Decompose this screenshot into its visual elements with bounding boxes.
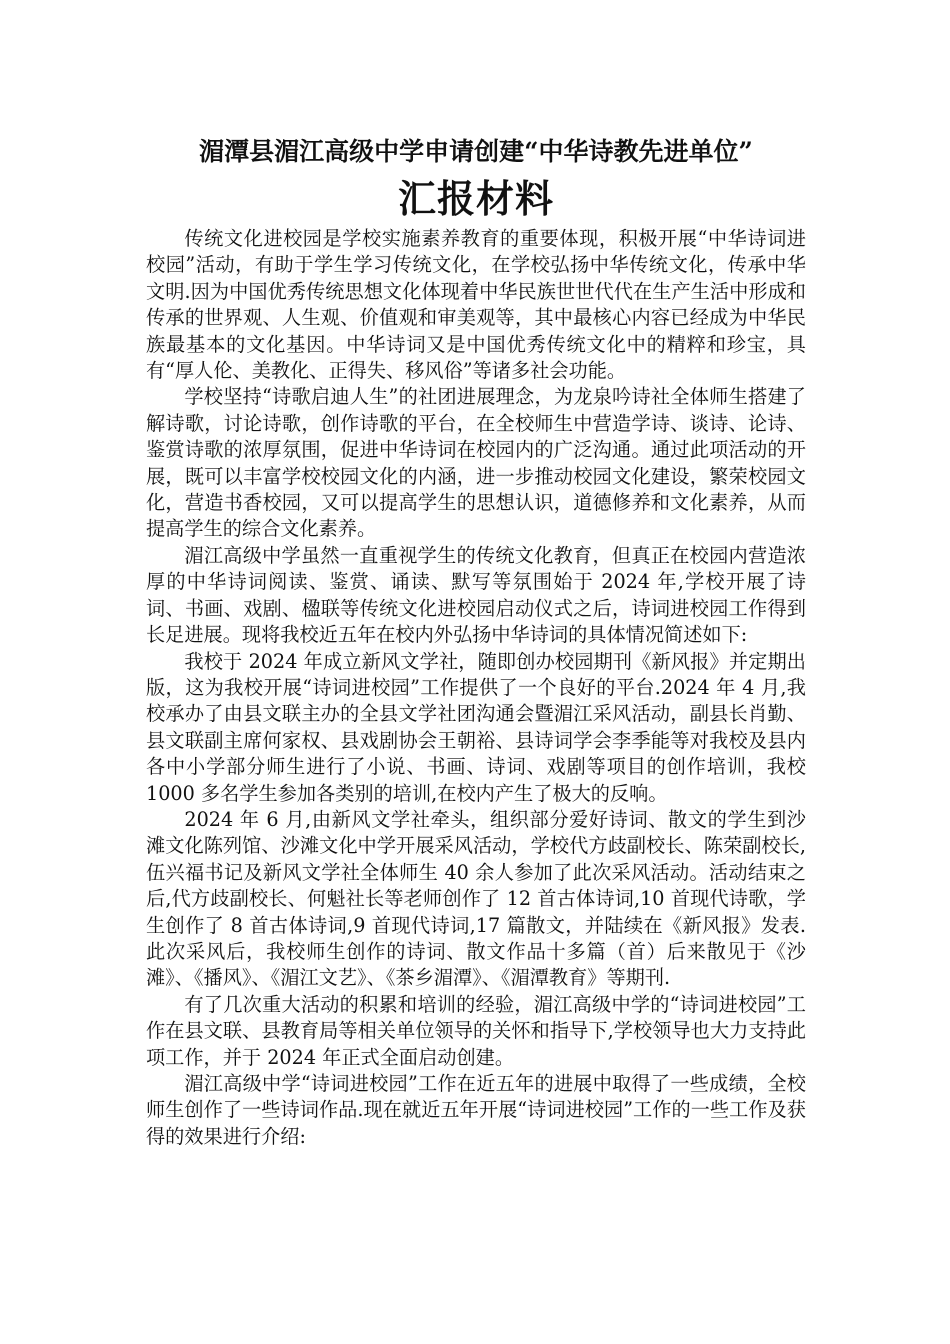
paragraph-1: 传统文化进校园是学校实施素养教育的重要体现，积极开展“中华诗词进校园”活动，有助于学生学习传统文化，在学校弘扬中华传统文化，传承中华文明.因为中国优秀传统思想文化体现着中华民族世世代代在生产生活中形成和传承的世界观、人生观、价值观和审美观等，其中最核心内容已经成为中华民族最基本的文化基因。中华诗词又是中国优秀传统文化中的精粹和珍宝，具有“厚人伦、美教化、正得失、移风俗”等诸多社会功能。 (146, 227, 806, 383)
paragraph-4: 我校于 2024 年成立新风文学社，随即创办校园期刊《新风报》并定期出版，这为我校开展“诗词进校园”工作提供了一个良好的平台.2024 年 4 月,我校承办了由县文联主办的全县文学社团沟通会暨湄江采风活动，副县长肖勤、县文联副主席何家权、县戏剧协会王朝裕、县诗词学会李季能等对我校及县内各中小学部分师生进行了小说、书画、诗词、戏剧等项目的创作培训，我校 1000 多名学生参加各类别的培训,在校内产生了极大的反响。 (146, 649, 806, 805)
paragraph-3: 湄江高级中学虽然一直重视学生的传统文化教育，但真正在校园内营造浓厚的中华诗词阅读、鉴赏、诵读、默写等氛围始于 2024 年,学校开展了诗词、书画、戏剧、楹联等传统文化进校园启动仪式之后，诗词进校园工作得到长足进展。现将我校近五年在校内外弘扬中华诗词的具体情况简述如下: (146, 543, 806, 647)
paragraph-7: 湄江高级中学“诗词进校园”工作在近五年的进展中取得了一些成绩，全校师生创作了一些诗词作品.现在就近五年开展“诗词进校园”工作的一些工作及获得的效果进行介绍: (146, 1072, 806, 1148)
paragraph-6: 有了几次重大活动的积累和培训的经验，湄江高级中学的“诗词进校园”工作在县文联、县教育局等相关单位领导的关怀和指导下,学校领导也大力支持此项工作，并于 2024 年正式全面启动创建。 (146, 992, 806, 1069)
document-page (146, 132, 806, 1150)
paragraph-5: 2024 年 6 月,由新风文学社牵头，组织部分爱好诗词、散文的学生到沙滩文化陈列馆、沙滩文化中学开展采风活动，学校代方歧副校长、陈荣副校长,伍兴福书记及新风文学社全体师生 40 余人参加了此次采风活动。活动结束之后,代方歧副校长、何魁社长等老师创作了 12 首古体诗词,10 首现代诗歌，学生创作了 8 首古体诗词,9 首现代诗词,17 篇散文，并陆续在《新风报》发表.此次采风后，我校师生创作的诗词、散文作品十多篇（首）后来散见于《沙滩》、《播风》、《湄江文艺》、《茶乡湄潭》、《湄潭教育》等期刊. (146, 807, 806, 990)
document-title-line2: 汇报材料 (397, 176, 554, 221)
paragraph-2: 学校坚持“诗歌启迪人生”的社团进展理念，为龙泉吟诗社全体师生搭建了解诗歌，讨论诗歌，创作诗歌的平台，在全校师生中营造学诗、谈诗、论诗、鉴赏诗歌的浓厚氛围，促进中华诗词在校园内的广泛沟通。通过此项活动的开展，既可以丰富学校校园文化的内涵，进一步推动校园文化建设，繁荣校园文化，营造书香校园，又可以提高学生的思想认识，道德修养和文化素养，从而提高学生的综合文化素养。 (146, 385, 806, 541)
document-title-line1: 湄潭县湄江高级中学申请创建“中华诗教先进单位” (199, 137, 753, 166)
